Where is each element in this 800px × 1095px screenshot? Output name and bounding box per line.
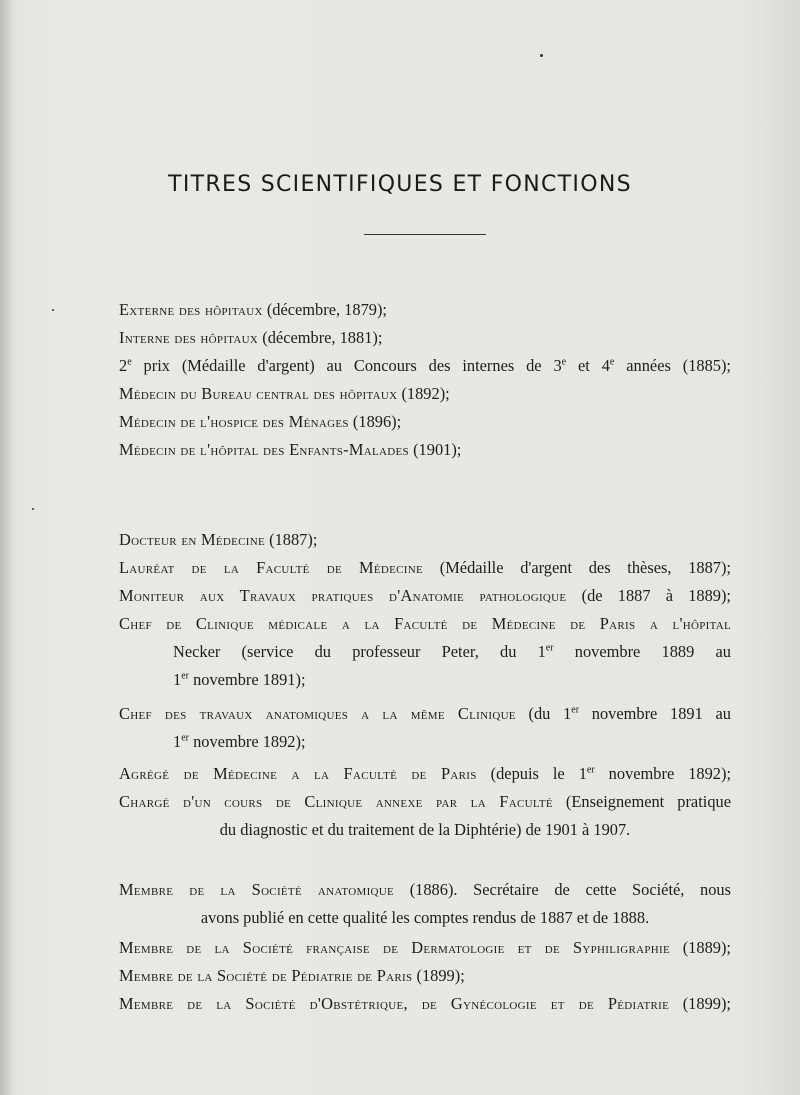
title-entry: Chef de Clinique médicale a la Faculté de Médecine de Paris a l'hôpital <box>119 614 731 633</box>
title-entry: Chef des travaux anatomiques a la même Clinique (du 1er novembre 1891 au <box>119 704 731 723</box>
title-entry: Membre de la Société de Pédiatrie de Paris (1899); <box>119 966 465 985</box>
title-entry: Docteur en Médecine (1887); <box>119 530 318 549</box>
title-entry: Médecin de l'hospice des Ménages (1896); <box>119 412 402 431</box>
page-title: TITRES SCIENTIFIQUES ET FONCTIONS <box>168 172 632 197</box>
society-titles-section <box>119 876 731 1018</box>
title-entry: Externe des hôpitaux (décembre, 1879); <box>119 300 387 319</box>
ink-speck <box>540 54 543 57</box>
title-entry-continuation: Necker (service du professeur Peter, du 1er novembre 1889 au <box>173 642 731 661</box>
title-entry: Lauréat de la Faculté de Médecine (Médaille d'argent des thèses, 1887); <box>119 558 731 577</box>
faculty-titles-section <box>119 526 731 844</box>
title-entry-continuation: du diagnostic et du traitement de la Diphtérie) de 1901 à 1907. <box>219 820 631 839</box>
title-entry: Moniteur aux Travaux pratiques d'Anatomie pathologique (de 1887 à 1889); <box>119 586 731 605</box>
ink-speck <box>52 309 54 311</box>
title-entry-continuation: avons publié en cette qualité les comptes rendus de 1887 et de 1888. <box>200 908 650 927</box>
title-entry-continuation: 1er novembre 1891); <box>173 670 306 689</box>
ink-speck <box>32 508 34 510</box>
title-entry: Chargé d'un cours de Clinique annexe par la Faculté (Enseignement pratique <box>119 792 731 811</box>
title-entry: Interne des hôpitaux (décembre, 1881); <box>119 328 383 347</box>
title-underline <box>364 234 486 235</box>
title-entry: Membre de la Société d'Obstétrique, de Gynécologie et de Pédiatrie (1899); <box>119 994 731 1013</box>
title-entry: Membre de la Société anatomique (1886). Secrétaire de cette Société, nous <box>119 880 731 899</box>
hospital-titles-section <box>119 296 731 464</box>
page-edge-shadow <box>0 0 12 1095</box>
title-entry-continuation: 1er novembre 1892); <box>173 732 306 751</box>
title-entry: 2e prix (Médaille d'argent) au Concours des internes de 3e et 4e années (1885); <box>119 356 731 375</box>
title-entry: Agrégé de Médecine a la Faculté de Paris (depuis le 1er novembre 1892); <box>119 764 731 783</box>
title-entry: Médecin du Bureau central des hôpitaux (1892); <box>119 384 450 403</box>
title-entry: Médecin de l'hôpital des Enfants-Malades (1901); <box>119 440 462 459</box>
title-entry: Membre de la Société française de Dermatologie et de Syphiligraphie (1889); <box>119 938 731 957</box>
